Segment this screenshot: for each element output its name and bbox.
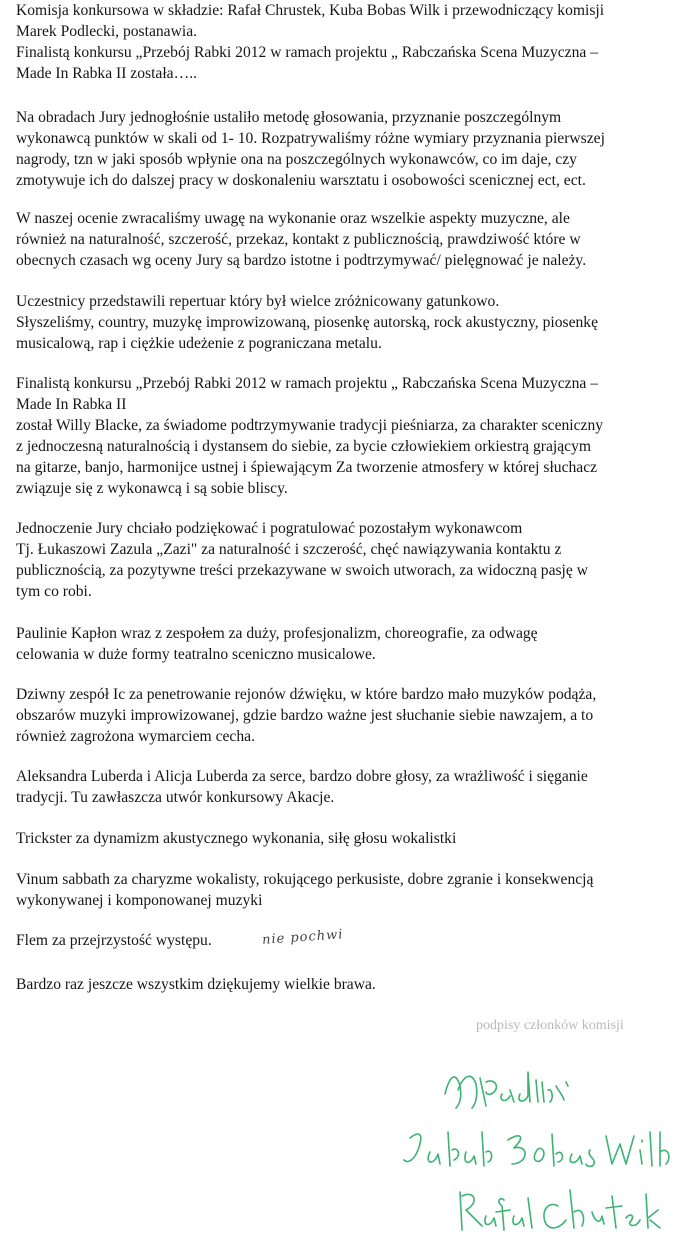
- text-line: Aleksandra Luberda i Alicja Luberda za serce, bardzo dobre głosy, za wrażliwość i sięganie: [16, 768, 588, 785]
- text-line: na gitarze, banjo, harmonijce ustnej i śpiewającym Za tworzenie atmosfery w której słuchacz: [16, 459, 598, 476]
- text-line: Finalistą konkursu „Przebój Rabki 2012 w ramach projektu „ Rabczańska Scena Muzyczna –: [16, 44, 598, 61]
- text-line: publicznością, za pozytywne treści przekazywane w swoich utworach, za widoczną pasję w: [16, 562, 588, 579]
- text-line: Słyszeliśmy, country, muzykę improwizowaną, piosenkę autorską, rock akustyczny, piosenkę: [16, 314, 599, 331]
- text-line: tym co robi.: [16, 583, 92, 600]
- text-line: Made In Rabka II została…..: [16, 65, 197, 82]
- paragraph-finalist: [16, 373, 603, 499]
- text-line: Flem za przejrzystość występu.: [16, 932, 212, 949]
- text-line: obszarów muzyki improwizowanej, gdzie bardzo ważne jest słuchanie siebie nawzajem, a to: [16, 707, 594, 724]
- text-line: celowania w duże formy teatralno sceniczno musicalowe.: [16, 646, 376, 663]
- text-line: Finalistą konkursu „Przebój Rabki 2012 w ramach projektu „ Rabczańska Scena Muzyczna –: [16, 375, 598, 392]
- paragraph-luberda: [16, 766, 588, 808]
- text-line: nagrody, tzn w jaki sposób wpłynie ona na poszczególnych wykonawców, co im daje, czy: [16, 151, 577, 168]
- text-line: Vinum sabbath za charyzme wokalisty, rokującego perkusiste, dobre zgranie i konsekwencją: [16, 871, 594, 888]
- text-line: Komisja konkursowa w składzie: Rafał Chrustek, Kuba Bobas Wilk i przewodniczący komisji: [16, 2, 605, 19]
- text-line: W naszej ocenie zwracaliśmy uwagę na wykonanie oraz wszelkie aspekty muzyczne, ale: [16, 210, 570, 227]
- text-line: wykonawcą punktów w skali od 1- 10. Rozpatrywaliśmy różne wymiary przyznania pierwszej: [16, 130, 605, 147]
- text-line: musicalową, rap i ciężkie udeżenie z pograniczana metalu.: [16, 335, 382, 352]
- handwritten-note: nie pochwi: [261, 927, 344, 948]
- text-line: Bardzo raz jeszcze wszystkim dziękujemy wielkie brawa.: [16, 976, 376, 993]
- text-line: również na naturalność, szczerość, przekaz, kontakt z publicznością, prawdziwość które w: [16, 231, 581, 248]
- text-line: Jednoczenie Jury chciało podziękować i pogratulować pozostałym wykonawcom: [16, 520, 523, 537]
- paragraph-flem: [16, 930, 212, 951]
- text-line: Na obradach Jury jednogłośnie ustaliło metodę głosowania, przyznanie poszczególnym: [16, 109, 562, 126]
- signature-chrustek: [460, 1190, 660, 1230]
- text-line: związuje się z wykonawcą i są sobie bliscy.: [16, 480, 288, 497]
- text-line: Made In Rabka II: [16, 396, 127, 413]
- paragraph-thanks: [16, 518, 588, 602]
- paragraph-intro: [16, 0, 604, 84]
- text-line: Marek Podlecki, postanawia.: [16, 23, 198, 40]
- signatures-caption: podpisy członków komisji: [476, 1018, 624, 1033]
- paragraph-kaplon: [16, 623, 538, 665]
- text-line: tradycji. Tu zawłaszcza utwór konkursowy Akacje.: [16, 789, 335, 806]
- text-line: Uczestnicy przedstawili repertuar który był wielce zróżnicowany gatunkowo.: [16, 293, 500, 310]
- text-line: Trickster za dynamizm akustycznego wykonania, siłę głosu wokalistki: [16, 830, 457, 847]
- paragraph-evaluation: [16, 208, 586, 271]
- text-line: z jednoczesną naturalnością i dystansem do siebie, za bycie człowiekiem orkiestrą grającym: [16, 438, 592, 455]
- paragraph-trickster: [16, 828, 456, 849]
- text-line: Paulinie Kapłon wraz z zespołem za duży, profesjonalizm, choreografie, za odwagę: [16, 625, 538, 642]
- text-line: obecnych czasach wg oceny Jury są bardzo istotne i podtrzymywać/ pielęgnować je należy.: [16, 252, 587, 269]
- text-line: został Willy Blacke, za świadome podtrzymywanie tradycji pieśniarza, za charakter sceniczny: [16, 417, 604, 434]
- text-line: zmotywuje ich do dalszej pracy w doskonaleniu warsztatu i osobowości scenicznej ect, ect.: [16, 172, 586, 189]
- text-line: wykonywanej i komponowanej muzyki: [16, 892, 263, 909]
- signature-podlecki: [445, 1072, 568, 1108]
- signatures-block: [390, 1060, 690, 1250]
- signature-bobas-wilk: [404, 1132, 669, 1166]
- text-line: Tj. Łukaszowi Zazula „Zazi" za naturalność i szczerość, chęć nawiązywania kontaktu z: [16, 541, 562, 558]
- paragraph-closing: [16, 974, 376, 995]
- text-line: również zagrożona wymarciem cecha.: [16, 728, 255, 745]
- paragraph-voting-method: [16, 107, 605, 191]
- text-line: Dziwny zespół Ic za penetrowanie rejonów dźwięku, w które bardzo mało muzyków podąża,: [16, 686, 597, 703]
- paragraph-vinum-sabbath: [16, 869, 593, 911]
- paragraph-dziwny-zespol: [16, 684, 596, 747]
- paragraph-repertoire: [16, 291, 598, 354]
